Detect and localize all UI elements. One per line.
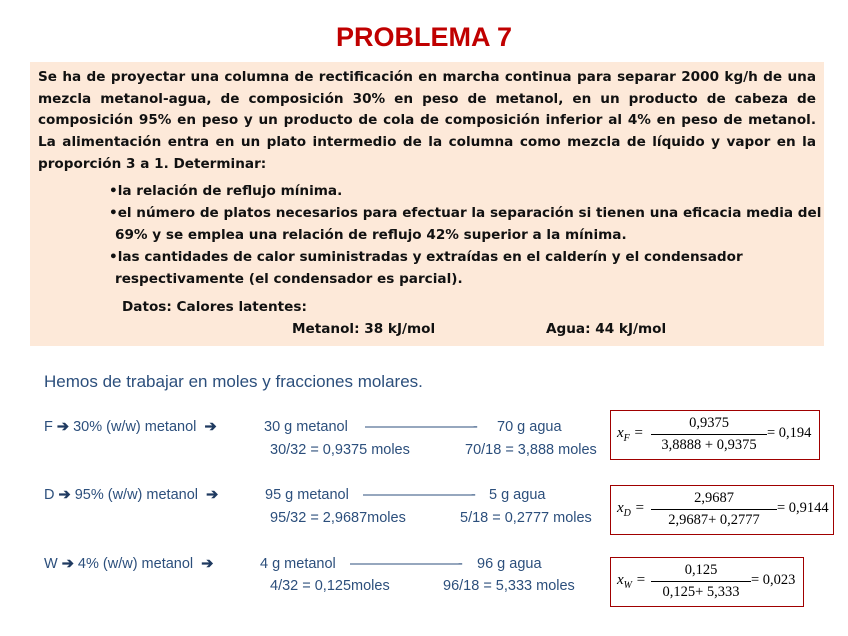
row-w-metanol-mass: 4 g metanol bbox=[260, 556, 336, 572]
row-w-metanol-moles: 4/32 = 0,125moles bbox=[270, 578, 390, 594]
row-f-metanol-mass: 30 g metanol bbox=[264, 419, 348, 435]
row-d-composition: D ➔ 95% (w/w) metanol ➔ bbox=[44, 487, 219, 503]
row-d-agua-mass: 5 g agua bbox=[489, 487, 546, 503]
row-d-dashes: ————————- bbox=[363, 487, 475, 503]
bullet-plates-line1: •el número de platos necesarios para efectuar la separación si tienen una eficacia media del bbox=[109, 205, 822, 221]
arrow-icon: ➔ bbox=[201, 556, 214, 572]
bullet-plates-line2: 69% y se emplea una relación de reflujo 42% superior a la mínima. bbox=[115, 227, 627, 243]
problem-paragraph: Se ha de proyectar una columna de rectificación en marcha continua para separar 2000 kg/h de una mezcla metanol-agua, de composición 30% en peso de metanol, en un producto de cabeza de composición 95% en peso y un producto de cola de composición inferior al 4% en peso de metanol. La alimentación entra en un plato intermedio de la columna como mezcla de líquido y vapor en la proporción 3 a 1. Determinar: bbox=[38, 69, 816, 172]
row-w-composition: W ➔ 4% (w/w) metanol ➔ bbox=[44, 556, 214, 572]
bullet-heat-line1: •las cantidades de calor suministradas y extraídas en el calderín y el condensador bbox=[109, 249, 743, 265]
row-f-composition: F ➔ 30% (w/w) metanol ➔ bbox=[44, 419, 217, 435]
latent-heat-metanol: Metanol: 38 kJ/mol bbox=[292, 321, 436, 337]
row-f-metanol-moles: 30/32 = 0,9375 moles bbox=[270, 442, 410, 458]
arrow-icon: ➔ bbox=[206, 487, 219, 503]
row-w-agua-mass: 96 g agua bbox=[477, 556, 542, 572]
row-d-metanol-mass: 95 g metanol bbox=[265, 487, 349, 503]
row-d-agua-moles: 5/18 = 0,2777 moles bbox=[460, 510, 592, 526]
row-f-agua-mass: 70 g agua bbox=[497, 419, 562, 435]
intro-text: Hemos de trabajar en moles y fracciones molares. bbox=[44, 372, 423, 391]
problem-statement bbox=[30, 62, 824, 346]
bullet-heat-line2: respectivamente (el condensador es parcial). bbox=[115, 271, 463, 287]
row-f-dashes: ————————- bbox=[365, 419, 477, 435]
arrow-icon: ➔ bbox=[61, 556, 74, 572]
row-d-metanol-moles: 95/32 = 2,9687moles bbox=[270, 510, 406, 526]
arrow-icon: ➔ bbox=[56, 419, 70, 435]
latent-heat-agua: Agua: 44 kJ/mol bbox=[546, 321, 667, 337]
bullet-reflux-min: •la relación de reflujo mínima. bbox=[109, 183, 343, 199]
arrow-icon: ➔ bbox=[58, 487, 71, 503]
formula-xd: $x_D$ = 2,9687 2,9687+ 0,2777 = 0,9144 bbox=[610, 485, 834, 535]
page-title: PROBLEMA 7 bbox=[335, 22, 512, 52]
row-w-dashes: ————————- bbox=[350, 556, 462, 572]
row-f-agua-moles: 70/18 = 3,888 moles bbox=[465, 442, 597, 458]
row-w-agua-moles: 96/18 = 5,333 moles bbox=[443, 578, 575, 594]
formula-xf: $x_F$ = 0,9375 3,8888 + 0,9375 = 0,194 bbox=[610, 410, 820, 460]
arrow-icon: ➔ bbox=[204, 419, 217, 435]
formula-xw: $x_W$ = 0,125 0,125+ 5,333 = 0,023 bbox=[610, 557, 804, 607]
data-heading: Datos: Calores latentes: bbox=[122, 299, 307, 315]
